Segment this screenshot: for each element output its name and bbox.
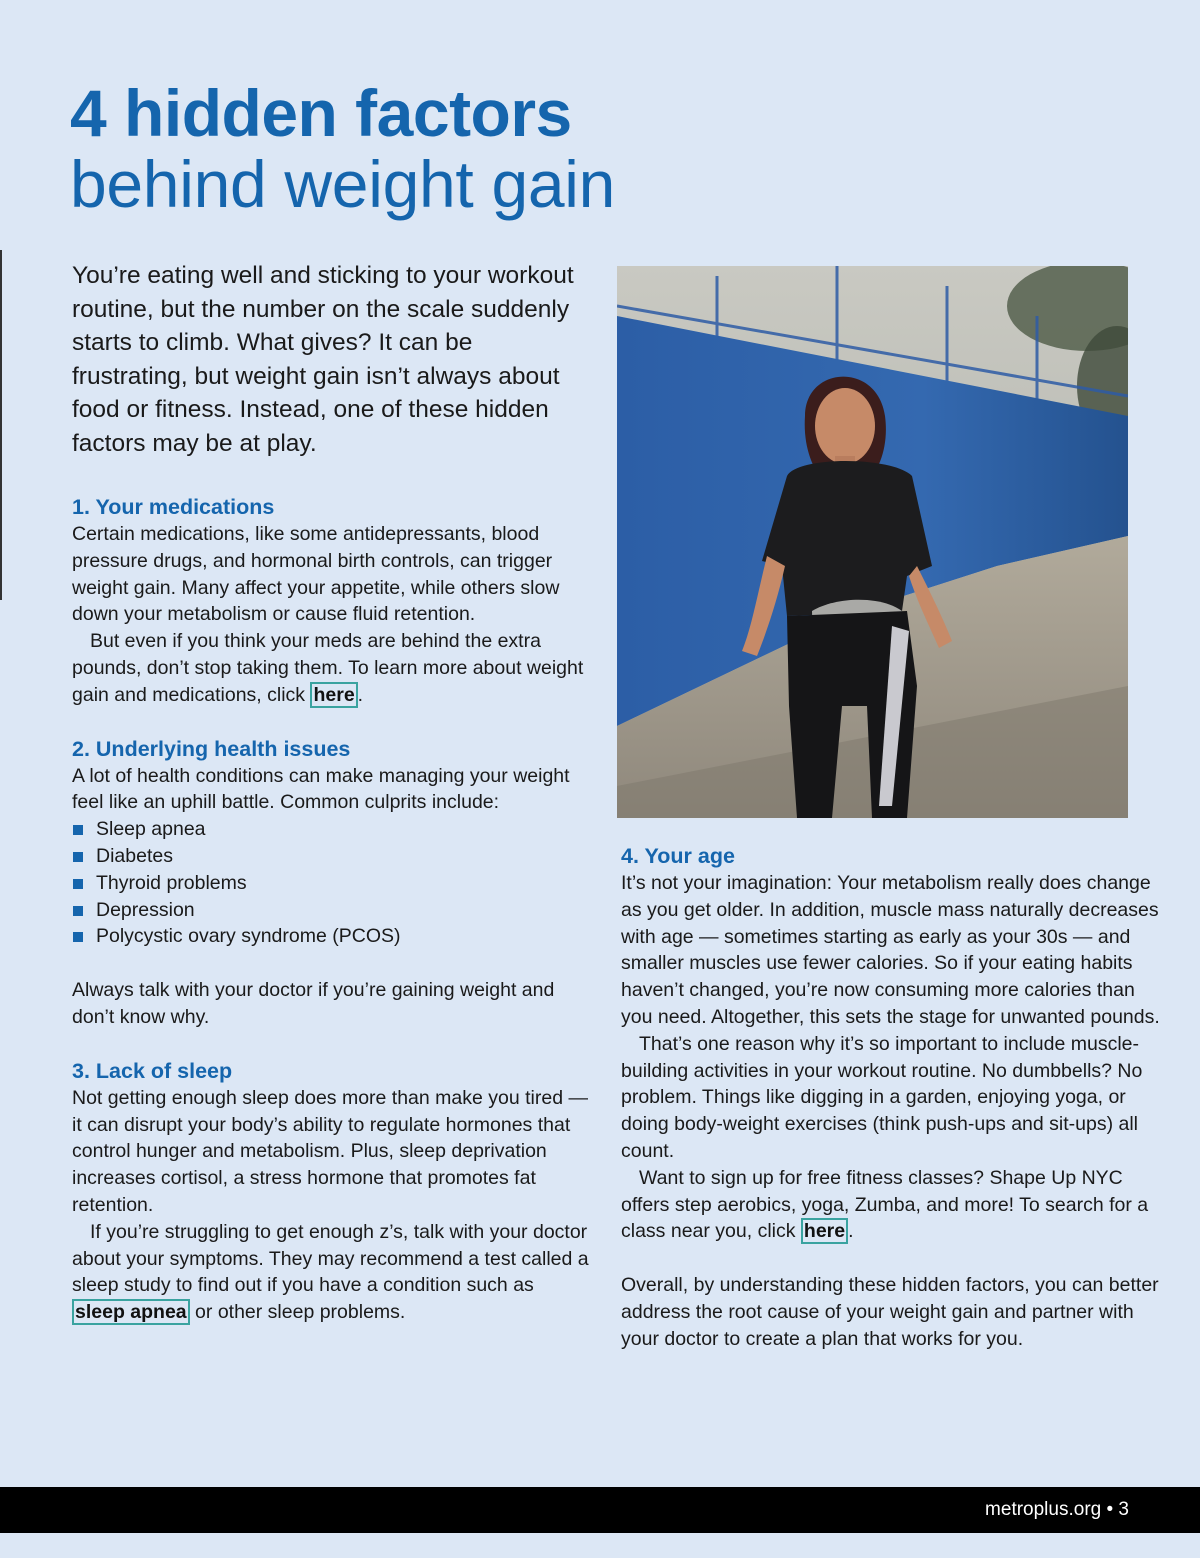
sleep-p2-text: If you’re struggling to get enough z’s, talk with your doctor about your symptoms. They may recommend a test called a sleep study to find out if you have a condition such as — [72, 1220, 589, 1297]
age-paragraph-2: That’s one reason why it’s so important to include muscle-building activities in your workout routine. No dumbbells? No problem. Things like digging in a garden, enjoying yoga, or doing body-weight exercises (think push-ups and sit-ups) all count. — [621, 1032, 1143, 1162]
photo-illustration — [617, 266, 1128, 818]
age-p3-end: . — [848, 1220, 854, 1243]
health-paragraph-1: A lot of health conditions can make managing your weight feel like an uphill battle. Common culprits include: — [72, 764, 570, 814]
list-item: Sleep apnea — [72, 816, 592, 843]
sleep-paragraph-2 — [72, 1219, 592, 1326]
square-bullet-icon — [73, 906, 83, 916]
section-health-issues — [72, 735, 592, 1031]
list-item: Polycystic ovary syndrome (PCOS) — [72, 923, 592, 950]
square-bullet-icon — [73, 852, 83, 862]
medications-p2-text: But even if you think your meds are behind the extra pounds, don’t stop taking them. To learn more about weight gain and medications, click — [72, 630, 584, 706]
page-title — [70, 78, 615, 220]
title-line-1: 4 hidden factors — [70, 76, 572, 150]
medications-paragraph-2 — [72, 628, 592, 708]
square-bullet-icon — [73, 879, 83, 889]
fitness-classes-here-link[interactable]: here — [801, 1218, 848, 1244]
list-item: Depression — [72, 897, 592, 924]
age-p3-text: Want to sign up for free fitness classes? Shape Up NYC offers step aerobics, yoga, Zumba, and more! To search for a class near you, click — [621, 1166, 1149, 1243]
list-item: Diabetes — [72, 843, 592, 870]
medications-here-link[interactable]: here — [310, 682, 357, 708]
medications-paragraph-1: Certain medications, like some antidepressants, blood pressure drugs, and hormonal birth controls, can trigger weight gain. Many affect your appetite, while others slow down your metabolism or cause fluid retention. — [72, 523, 560, 626]
age-paragraph-1: It’s not your imagination: Your metabolism really does change as you get older. In addition, muscle mass naturally decreases with age — sometimes starting as early as your 30s — and smaller muscles use fewer calories. So if your eating habits haven’t changed, you’re now consuming more calories than you need. Altogether, this sets the stage for unwanted pounds. — [621, 872, 1160, 1028]
footer-url-page-number: metroplus.org • 3 — [985, 1499, 1129, 1520]
health-paragraph-2: Always talk with your doctor if you’re gaining weight and don’t know why. — [72, 979, 555, 1028]
age-paragraph-3 — [621, 1165, 1161, 1245]
conditions-list — [72, 816, 592, 950]
right-column — [621, 842, 1161, 1353]
square-bullet-icon — [73, 825, 83, 835]
section-sleep — [72, 1057, 592, 1326]
woman-walking-photo — [617, 266, 1128, 818]
list-item: Thyroid problems — [72, 870, 592, 897]
heading-sleep: 3. Lack of sleep — [72, 1058, 233, 1083]
heading-medications: 1. Your medications — [72, 495, 275, 519]
medications-p2-end: . — [357, 683, 364, 706]
sleep-apnea-link[interactable]: sleep apnea — [72, 1299, 190, 1325]
square-bullet-icon — [73, 932, 83, 942]
section-medications — [72, 493, 592, 709]
heading-health-issues: 2. Underlying health issues — [72, 736, 351, 761]
page-edge-mark — [0, 250, 2, 600]
conclusion-paragraph: Overall, by understanding these hidden factors, you can better address the root cause of your weight gain and partner with your doctor to create a plan that works for you. — [621, 1274, 1159, 1350]
heading-age: 4. Your age — [621, 844, 735, 868]
sleep-p2-end: or other sleep problems. — [189, 1301, 406, 1324]
sleep-paragraph-1: Not getting enough sleep does more than make you tired — it can disrupt your body’s ability to regulate hormones that control hunger and metabolism. Plus, sleep deprivation increases cortisol, a stress hormone that promotes fat retention. — [72, 1086, 588, 1216]
intro-paragraph: You’re eating well and sticking to your workout routine, but the number on the scale suddenly starts to climb. What gives? It can be frustrating, but weight gain isn’t always about food or fitness. Instead, one of these hidden factors may be at play. — [72, 262, 574, 457]
section-age — [621, 842, 1161, 1245]
title-line-2: behind weight gain — [70, 147, 616, 221]
left-column — [72, 493, 592, 1326]
page-footer — [0, 1487, 1200, 1533]
